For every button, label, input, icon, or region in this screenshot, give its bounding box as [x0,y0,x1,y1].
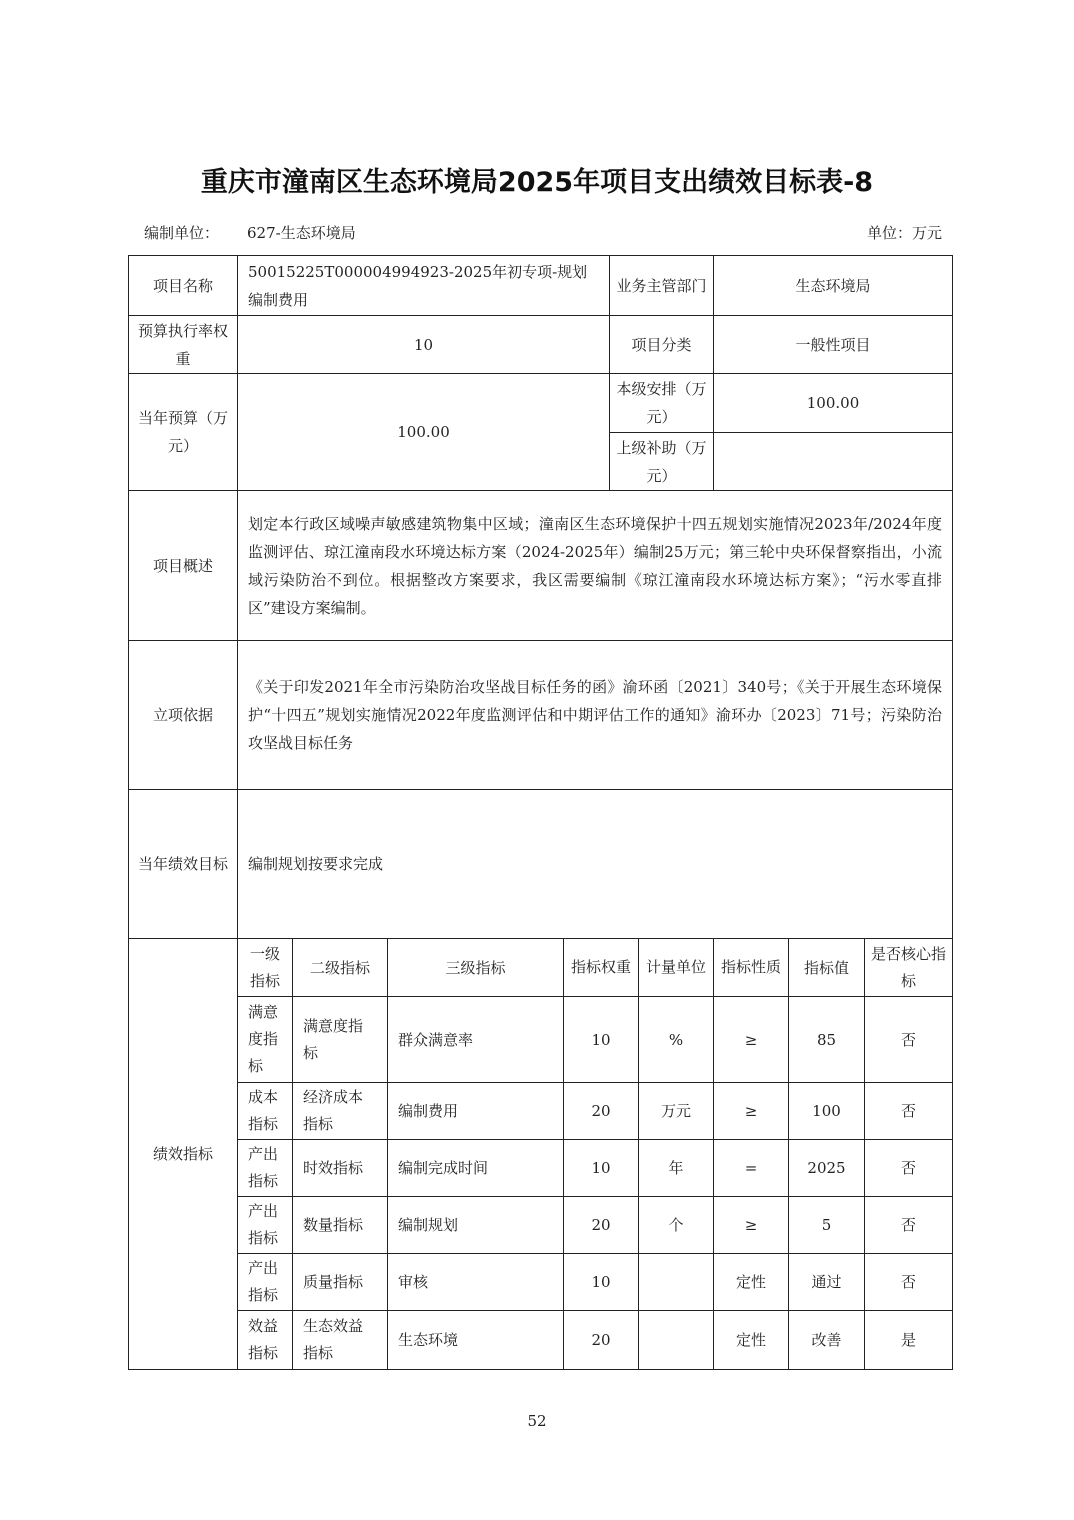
indicator-header: 计量单位 [639,939,714,997]
indicator-nature: ≥ [714,1197,789,1254]
exec-weight-value: 10 [238,316,610,374]
indicator-value: 2025 [789,1140,865,1197]
indicator-nature: = [714,1140,789,1197]
goal-text: 编制规划按要求完成 [238,790,953,939]
indicator-unit [639,1311,714,1370]
indicator-level2: 生态效益指标 [293,1311,388,1370]
project-name-value: 50015225T000004994923-2025年初专项-规划编制费用 [238,256,610,316]
indicator-level2: 数量指标 [293,1197,388,1254]
indicator-value: 85 [789,997,865,1083]
indicator-core: 否 [865,1140,953,1197]
indicator-core: 否 [865,1254,953,1311]
indicator-header: 指标权重 [564,939,639,997]
category-value: 一般性项目 [714,316,953,374]
indicator-level3: 编制完成时间 [388,1140,564,1197]
indicator-nature: 定性 [714,1311,789,1370]
indicator-level3: 审核 [388,1254,564,1311]
dept-value: 生态环境局 [714,256,953,316]
indicator-level2: 满意度指标 [293,997,388,1083]
local-budget-value: 100.00 [714,374,953,433]
local-budget-label: 本级安排（万元） [610,374,714,433]
performance-table [128,255,953,1370]
indicator-weight: 20 [564,1083,639,1140]
unit-label: 单位：万元 [866,224,942,242]
indicator-weight: 10 [564,1140,639,1197]
org-label: 编制单位： [144,224,220,242]
indicator-value: 5 [789,1197,865,1254]
indicator-unit [639,1254,714,1311]
indicator-level1: 效益指标 [238,1311,293,1370]
indicator-header: 指标性质 [714,939,789,997]
indicator-unit: 万元 [639,1083,714,1140]
indicator-core: 否 [865,1083,953,1140]
page-title: 重庆市潼南区生态环境局2025年项目支出绩效目标表-8 [200,167,874,198]
indicator-level3: 群众满意率 [388,997,564,1083]
category-label: 项目分类 [610,316,714,374]
org-value: 627-生态环境局 [247,224,356,242]
project-name-label: 项目名称 [129,256,238,316]
indicator-nature: ≥ [714,1083,789,1140]
indicator-core: 否 [865,1197,953,1254]
indicator-unit: % [639,997,714,1083]
basis-label: 立项依据 [129,641,238,790]
superior-budget-label: 上级补助（万元） [610,433,714,491]
indicator-nature: ≥ [714,997,789,1083]
indicator-level3: 编制规划 [388,1197,564,1254]
indicator-level1: 产出指标 [238,1197,293,1254]
indicator-level2: 质量指标 [293,1254,388,1311]
indicator-level1: 成本指标 [238,1083,293,1140]
indicator-header: 指标值 [789,939,865,997]
budget-value: 100.00 [238,374,610,491]
indicator-value: 通过 [789,1254,865,1311]
indicator-level2: 时效指标 [293,1140,388,1197]
indicator-unit: 个 [639,1197,714,1254]
indicator-level2: 经济成本指标 [293,1083,388,1140]
indicator-header: 是否核心指标 [865,939,953,997]
indicator-header: 一级指标 [238,939,293,997]
exec-weight-label: 预算执行率权重 [129,316,238,374]
basis-text: 《关于印发2021年全市污染防治攻坚战目标任务的函》渝环函〔2021〕340号；《关于开展生态环境保护“十四五”规划实施情况2022年度监测评估和中期评估工作的通知》渝环办〔2023〕71号；污染防治攻坚战目标任务 [238,641,953,790]
indicator-weight: 10 [564,997,639,1083]
indicator-level3: 生态环境 [388,1311,564,1370]
superior-budget-value [714,433,953,491]
indicator-weight: 10 [564,1254,639,1311]
indicator-level3: 编制费用 [388,1083,564,1140]
indicators-label: 绩效指标 [129,939,238,1370]
indicator-value: 100 [789,1083,865,1140]
indicator-nature: 定性 [714,1254,789,1311]
indicator-core: 是 [865,1311,953,1370]
indicator-unit: 年 [639,1140,714,1197]
indicator-core: 否 [865,997,953,1083]
indicator-header: 三级指标 [388,939,564,997]
indicator-level1: 产出指标 [238,1254,293,1311]
indicator-header: 二级指标 [293,939,388,997]
dept-label: 业务主管部门 [610,256,714,316]
indicator-weight: 20 [564,1311,639,1370]
goal-label: 当年绩效目标 [129,790,238,939]
overview-label: 项目概述 [129,491,238,641]
budget-label: 当年预算（万元） [129,374,238,491]
indicator-value: 改善 [789,1311,865,1370]
page-number: 52 [527,1412,547,1430]
indicator-weight: 20 [564,1197,639,1254]
indicator-level1: 满意度指标 [238,997,293,1083]
indicator-level1: 产出指标 [238,1140,293,1197]
overview-text: 划定本行政区域噪声敏感建筑物集中区域；潼南区生态环境保护十四五规划实施情况2023年/2024年度监测评估、琼江潼南段水环境达标方案（2024-2025年）编制25万元；第三轮中央环保督察指出，小流域污染防治不到位。根据整改方案要求，我区需要编制《琼江潼南段水环境达标方案》；“污水零直排区”建设方案编制。 [238,491,953,641]
